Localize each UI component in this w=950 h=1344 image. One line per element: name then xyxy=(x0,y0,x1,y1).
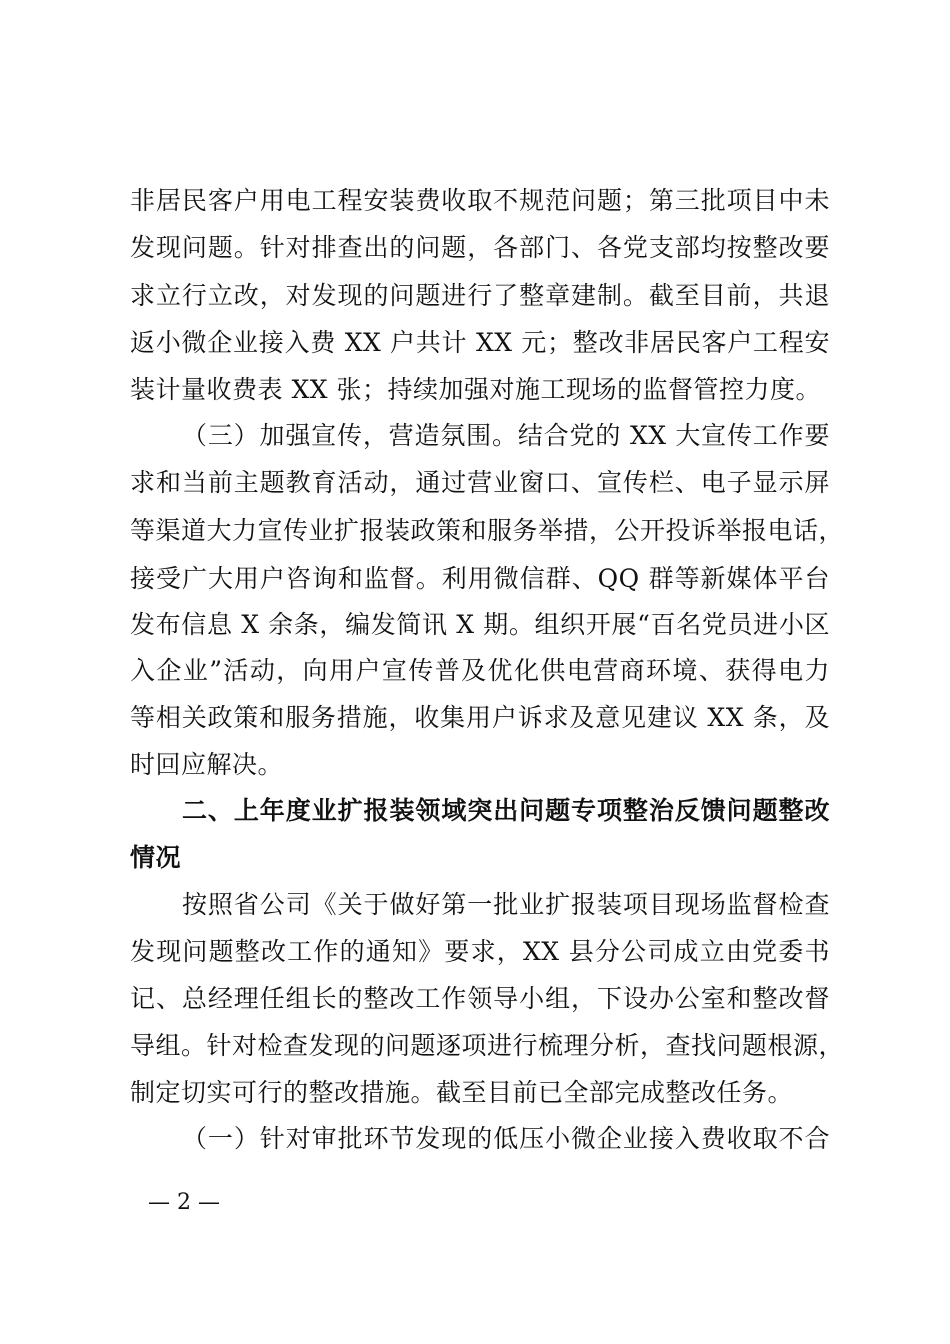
page-number: — 2 — xyxy=(148,1190,220,1215)
text-line-2: 发现问题。针对排查出的问题，各部门、各党支部均按整改要 xyxy=(130,233,830,262)
text-line-8: 等渠道大力宣传业扩报装政策和服务举措，公开投诉举报电话， xyxy=(130,516,845,545)
text-line-4: 返小微企业接入费 XX 户共计 XX 元；整改非居民客户工程安 xyxy=(130,328,830,357)
text-line-3: 求立行立改，对发现的问题进行了整章建制。截至目前，共退 xyxy=(130,281,830,310)
text-line-12: 等相关政策和服务措施，收集用户诉求及意见建议 XX 条，及 xyxy=(130,703,830,732)
text-line-13: 时回应解决。 xyxy=(130,750,284,779)
text-line-9: 接受广大用户咨询和监督。利用微信群、QQ 群等新媒体平台 xyxy=(130,564,830,593)
section-heading-2: 二、上年度业扩报装领域突出问题专项整治反馈问题整改 xyxy=(182,796,830,825)
text-line-10: 发布信息 X 余条，编发简讯 X 期。组织开展“百名党员进小区 xyxy=(130,610,830,639)
text-line-19: 导组。针对检查发现的问题逐项进行梳理分析，查找问题根源， xyxy=(130,1031,845,1060)
section-1-lead: （一）针对审批环节发现的低压小微企业接入费收取不合 xyxy=(182,1124,830,1153)
text-line-20: 制定切实可行的整改措施。截至目前已全部完成整改任务。 xyxy=(130,1078,794,1107)
text-line-5: 装计量收费表 XX 张；持续加强对施工现场的监督管控力度。 xyxy=(130,375,821,404)
text-line-17: 发现问题整改工作的通知》要求，XX 县分公司成立由党委书 xyxy=(130,937,830,966)
section-3-lead: （三）加强宣传，营造氛围。结合党的 XX 大宣传工作要 xyxy=(182,421,830,450)
section-heading-2-cont: 情况 xyxy=(130,843,182,872)
text-line-7: 求和当前主题教育活动，通过营业窗口、宣传栏、电子显示屏 xyxy=(130,468,830,497)
text-line-11: 入企业”活动，向用户宣传普及优化供电营商环境、获得电力 xyxy=(130,656,830,685)
text-line-16: 按照省公司《关于做好第一批业扩报装项目现场监督检查 xyxy=(182,890,830,919)
text-line-1: 非居民客户用电工程安装费收取不规范问题；第三批项目中未 xyxy=(130,186,830,215)
text-line-18: 记、总经理任组长的整改工作领导小组，下设办公室和整改督 xyxy=(130,984,830,1013)
